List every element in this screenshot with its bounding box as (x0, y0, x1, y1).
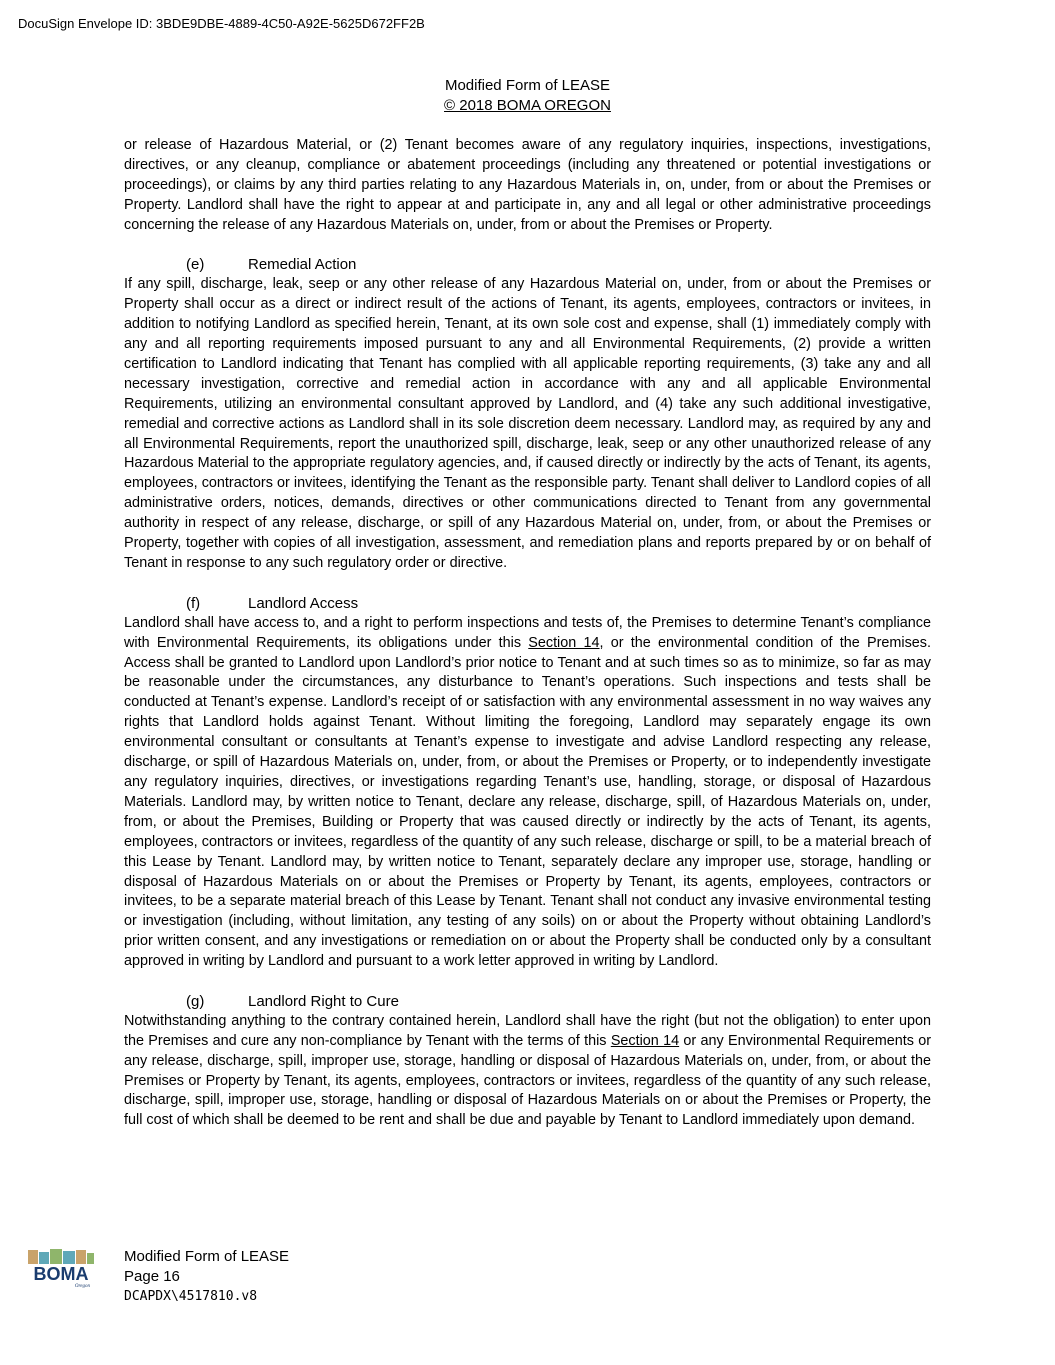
docusign-envelope-id: DocuSign Envelope ID: 3BDE9DBE-4889-4C50-A92E-5625D672FF2B (18, 16, 425, 31)
footer-title: Modified Form of LEASE (124, 1248, 290, 1265)
intro-paragraph: or release of Hazardous Material, or (2) Tenant becomes aware of any regulatory inquiries, inspections, investigations, directives, or any cleanup, compliance or abatement proceedings (including any threatened or potential investigations or proceedings), or claims by any third parties relating to any Hazardous Materials in, on, under, from or about the Premises or Property. Landlord shall have the right to appear at and participate in, any and all legal or other administrative proceedings concerning the release of any Hazardous Materials on, under, from or about the Premises or Property. (124, 137, 931, 233)
logo-text: BOMA (33, 1264, 89, 1284)
section-f-title: Landlord Access (248, 594, 359, 612)
section-g-number: (g) (186, 992, 205, 1010)
footer-page-number: Page 16 (124, 1268, 180, 1285)
page-footer (124, 1247, 289, 1307)
section-f-text (124, 614, 931, 972)
section-g-text-before: Notwithstanding anything to the contrary contained herein, Landlord shall have the right (but not the obligation) to enter upon the Premises and cure any non-compliance by Tenant with the terms of this (124, 1012, 931, 1049)
page-header (0, 76, 1055, 116)
section-f-text-after: , or the environmental condition of the Premises. Access shall be granted to Landlord upon Landlord’s prior notice to Tenant and at such times so as to minimize, so far as may be reasonable under the circumstances, any disturbance to Tenant’s operations. Such inspections and tests shall be conducted at Tenant’s expense. Landlord’s receipt of or satisfaction with any environmental assessment in no way waives any rights that Landlord holds against Tenant. Without limiting the foregoing, Landlord may separately engage its own environmental consultant or consultants at Tenant’s expense to investigate and advise Landlord respecting any release, discharge, or spill of Hazardous Materials on, under, from, or about the Premises or Property, or to independently investigate any regulatory inquiries, directives, or investigations regarding Tenant’s use, handling, storage, or disposal of Hazardous Materials. Landlord may, by written notice to Tenant, declare any release, discharge, spill, of Hazardous Materials on, under, from, or about the Premises, Building or Property that was caused directly or indirectly by the acts of Tenant, its agents, employees, contractors or invitees, regardless of the quantity of any such release, discharge or spill, to be a material breach of this Lease by Tenant. Landlord may, by written notice to Tenant, separately declare any improper use, storage, handling or disposal of Hazardous Materials on or about the Premises or Property by Tenant, its agents, employees, contractors or invitees, to be a separate material breach of this Lease by Tenant. Tenant shall not conduct any invasive environmental testing or investigation (including, without limitation, any testing of any soils) on or about the Property without obtaining Landlord’s prior written consent, and any investigations or remediation on or about the Property shall be conducted only by a consultant approved in writing by Landlord and pursuant to a work letter approved in writing by Landlord. (124, 634, 931, 970)
section-g-text-after: or any Environmental Requirements or any release, discharge, spill, improper use, storage, handling or disposal of Hazardous Materials on, under, from, or about the Premises or Property by Tenant, its agents, employees, contractors or invitees, regardless of the quantity of any such release, discharge, spill, improper use, storage, handling or disposal of Hazardous Materials on or about the Premises or Property, the full cost of which shall be deemed to be rent and shall be due and payable by Tenant to Landlord immediately upon demand. (124, 1032, 931, 1129)
section-e-text: If any spill, discharge, leak, seep or any other release of any Hazardous Material on, under, from or about the Premises or Property shall occur as a direct or indirect result of the actions of Tenant, its agents, employees, contractors or invitees, in addition to notifying Landlord as specified herein, Tenant, at its own sole cost and expense, shall (1) immediately comply with any and all reporting requirements imposed pursuant to any and all Environmental Requirements, (2) provide a written certification to Landlord indicating that Tenant has complied with all applicable reporting requirements, (3) take any and all necessary investigation, corrective and remedial action in accordance with any and all applicable Environmental Requirements, utilizing an environmental consultant approved by Landlord, and (4) take any such additional investigative, remedial and corrective actions as Landlord shall in its sole discretion deem necessary. Landlord may, as required by any and all Environmental Requirements, report the unauthorized spill, discharge, leak, seep or any other unauthorized release of any Hazardous Material to the appropriate regulatory agencies, and, if caused directly or indirectly by the acts of Tenant, its agents, employees, contractors or invitees, identifying the Tenant as the responsible party. Tenant shall deliver to Landlord copies of all administrative orders, notices, demands, directives or other communications directed to Tenant from any governmental authority in respect of any release, discharge, or spill of any Hazardous Material on, under, from, or about the Premises or Property, together with copies of all investigation, assessment, and remediation plans and reports prepared by or on behalf of Tenant in response to any such regulatory order or directive. (124, 276, 931, 572)
section-e-heading (124, 255, 931, 275)
footer-doc-id: DCAPDX\4517810.v8 (124, 1289, 258, 1304)
section-g-heading (124, 992, 931, 1012)
header-title: Modified Form of LEASE (444, 77, 611, 94)
boma-logo-icon (26, 1248, 96, 1288)
section-g-title: Landlord Right to Cure (248, 992, 399, 1010)
section-e-number: (e) (186, 256, 205, 274)
header-copyright: © 2018 BOMA OREGON (444, 97, 611, 114)
section-e-title: Remedial Action (248, 256, 357, 274)
section-f-heading (124, 594, 931, 614)
section-f-text-before: Landlord shall have access to, and a right to perform inspections and tests of, the Premises to determine Tenant’s compliance with Environmental Requirements, its obligations under this (124, 614, 931, 651)
section-g-text (124, 1012, 931, 1131)
document-body (124, 136, 931, 1131)
section-f-number: (f) (186, 594, 201, 612)
section-14-link[interactable]: Section 14 (610, 1032, 680, 1049)
section-14-link[interactable]: Section 14 (528, 634, 600, 651)
logo-sub: Oregon (74, 1284, 90, 1288)
